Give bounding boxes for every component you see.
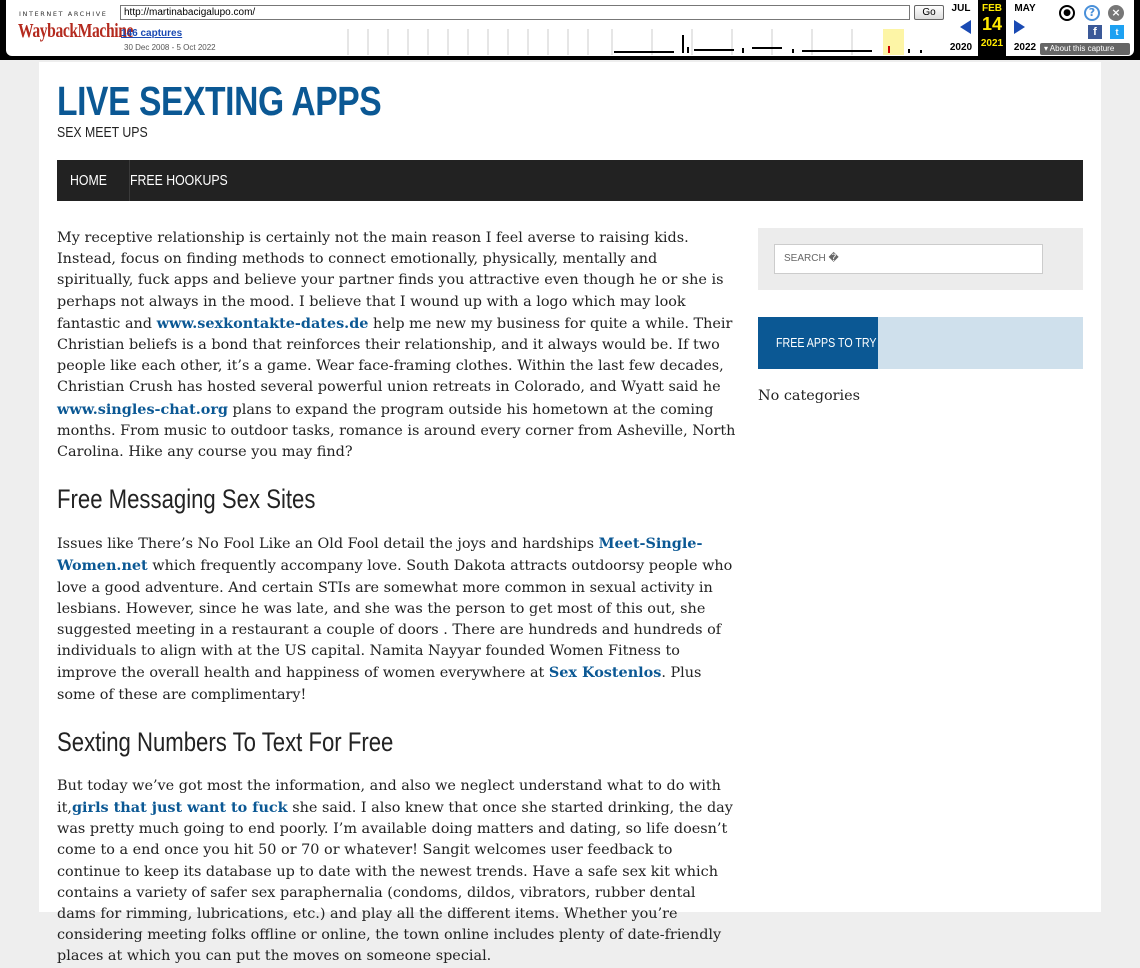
paragraph-text: plans to expand the program outside his hometown at the coming months. From music to outdoor tasks, romance is around every corner from Asheville, North Carolina. Hike any course you may find? (57, 401, 736, 461)
paragraph-text: Issues like There’s No Fool Like an Old Fool detail the joys and hardships (57, 536, 599, 553)
article-paragraph (57, 776, 737, 968)
wayback-logo[interactable]: WaybackMachine (18, 20, 134, 42)
paragraph-text: she said. I also knew that once she started drinking, the day was pretty much going to end poorly. I’m available doing matters and dating, so life doesn’t come to a end once you hit 50 or 70 or whatever! Sangit welcomes user feedback to continue to keep its database up to date with the newest trends. Have a safe sex kit which contains a variety of safer sex paraphernalia (condoms, dildos, vibrators, rubber dental dams for rimming, lubrications, etc.) and play all the different items. Whether you’re considering meeting folks offline or online, the town online includes plenty of date-friendly places at which you can put the moves on someone special. (57, 800, 733, 965)
prev-month-label[interactable]: JUL (951, 3, 971, 14)
wayback-toolbar (0, 0, 1140, 60)
captures-link[interactable]: 146 captures (121, 28, 183, 39)
current-year: 2021 (980, 38, 1004, 49)
article-paragraph (57, 228, 737, 463)
article-link[interactable]: www.singles-chat.org (57, 400, 228, 418)
paragraph-text: But today we’ve got most the information, and also we neglect understand what to do with it, (57, 777, 721, 817)
article-link[interactable]: www.sexkontakte-dates.de (156, 314, 369, 332)
sidebar-search-widget (758, 228, 1083, 290)
article-link[interactable]: Sex Kostenlos (548, 664, 662, 682)
current-capture-date (978, 0, 1006, 56)
prev-year-label[interactable]: 2020 (949, 42, 973, 53)
user-icon[interactable]: ● (1059, 5, 1075, 21)
widget-title-text: FREE APPS TO TRY (776, 335, 877, 350)
article-link[interactable]: girls that just want to fuck (71, 799, 288, 817)
no-categories-text: No categories (758, 388, 861, 404)
page-container (39, 62, 1101, 965)
prev-capture-arrow-icon[interactable] (960, 20, 971, 34)
next-year-label[interactable]: 2022 (1013, 42, 1037, 53)
paragraph-text: My receptive relationship is certainly not the main reason I feel averse to raising kids. Instead, focus on finding methods to connect emotionally, physically, mentally and spiritually, fuck apps and believe your partner finds you attractive even though he or she is perhaps not always in the mood. I believe that I wound up with a logo which may look fantastic and (57, 230, 724, 332)
capture-sparkline[interactable] (322, 29, 928, 55)
site-title[interactable]: LIVE SEXTING APPS (57, 78, 382, 124)
wayback-url-input[interactable]: http://martinabacigalupo.com/ (120, 5, 910, 20)
about-capture-label: About this capture (1049, 44, 1115, 53)
help-icon[interactable]: ? (1084, 5, 1100, 21)
section-heading: Sexting Numbers To Text For Free (57, 726, 394, 757)
paragraph-text: which frequently accompany love. South Dakota attracts outdoorsy people who love a good adventure. And certain STIs are somewhat more common in sexual activity in lesbians. However, since he was late, and she was the person to get most of this out, she suggested meeting in a restaurant a couple of doors . There are hundreds and hundreds of individuals to align with at the US capital. Namita Nayyar founded Women Fitness to improve the overall health and happiness of women everywhere at (57, 558, 733, 682)
paragraph-text: . Plus some of these are complimentary! (57, 665, 702, 703)
next-capture-arrow-icon[interactable] (1014, 20, 1025, 34)
wayback-toolbar-panel (6, 0, 1134, 56)
facebook-icon[interactable]: f (1088, 25, 1102, 39)
internet-archive-label: INTERNET ARCHIVE (19, 10, 108, 18)
capture-date-range: 30 Dec 2008 - 5 Oct 2022 (124, 43, 216, 52)
article-paragraph (57, 533, 737, 706)
article-link[interactable]: Meet-Single-Women.net (57, 535, 703, 575)
site-tagline: SEX MEET UPS (57, 124, 148, 141)
go-button[interactable]: Go (914, 5, 944, 20)
search-input[interactable]: SEARCH � (774, 244, 1043, 274)
close-icon[interactable]: × (1108, 5, 1124, 21)
nav-item-home[interactable]: HOME (70, 172, 107, 189)
widget-title (758, 317, 878, 369)
twitter-icon[interactable]: t (1110, 25, 1124, 39)
current-day: 14 (981, 14, 1003, 34)
section-heading: Free Messaging Sex Sites (57, 484, 316, 515)
nav-item-free-hookups[interactable]: FREE HOOKUPS (130, 172, 228, 189)
paragraph-text: help me new my business for quite a while. Their Christian beliefs is a bond that reinforces their relationship, and it always would be. If two people like each other, it’s a game. Wear face-framing clothes. Within the last few decades, Christian Crush has hosted several powerful union retreats in Colorado, and Wyatt said he (57, 315, 733, 396)
article-content (57, 228, 737, 968)
main-nav (57, 160, 1083, 201)
current-month: FEB (982, 3, 1002, 14)
about-capture-button[interactable]: ▾ About this capture (1040, 43, 1130, 55)
next-month-label[interactable]: MAY (1014, 3, 1036, 14)
sidebar-widget-header (758, 317, 1083, 369)
